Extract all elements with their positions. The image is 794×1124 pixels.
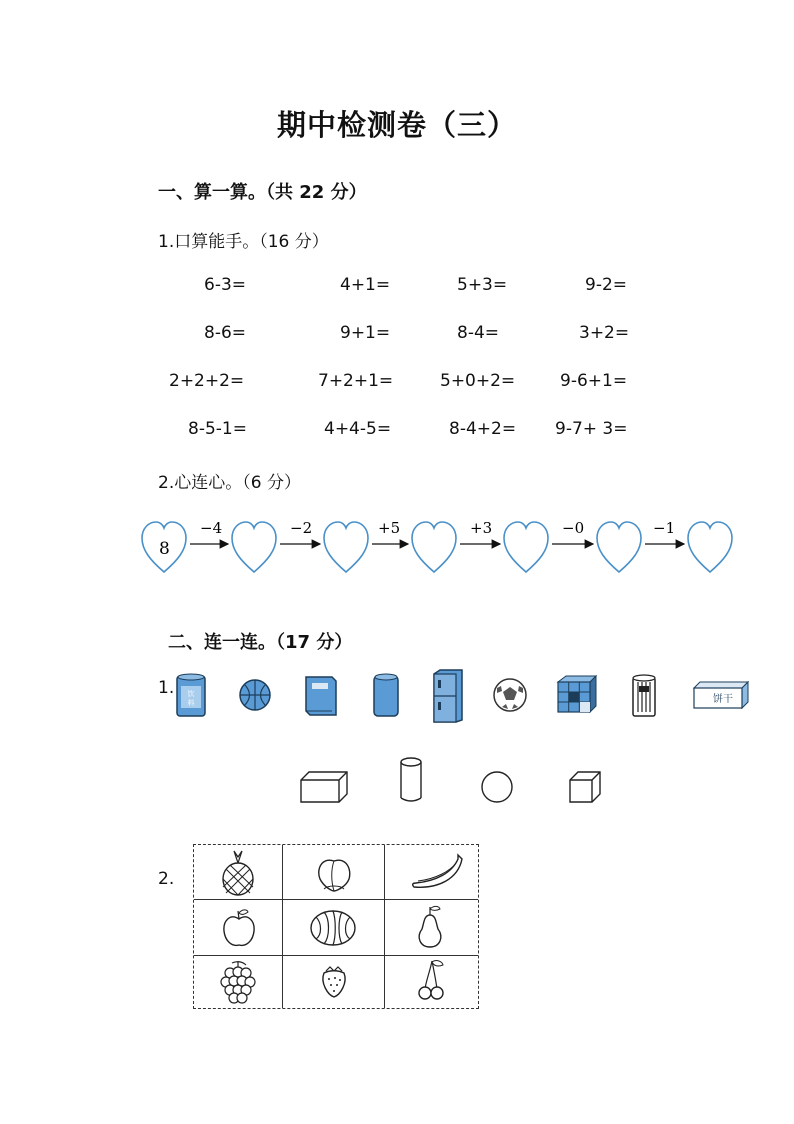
heart-2[interactable] <box>232 522 276 572</box>
problem-2-2: 9+1= <box>340 323 391 343</box>
heart-7[interactable] <box>688 522 732 572</box>
s2-q1-label: 1. <box>158 678 175 698</box>
grapes-icon[interactable] <box>220 959 256 1005</box>
section2-heading: 二、连一连。（17 分） <box>168 632 353 653</box>
problem-1-4: 9-2= <box>585 275 628 295</box>
problem-1-3: 5+3= <box>457 275 508 295</box>
section1-heading: 一、算一算。（共 22 分） <box>158 182 367 203</box>
problem-3-1: 2+2+2= <box>169 371 245 391</box>
q2-label: 2.心连心。（6 分） <box>158 473 301 493</box>
pineapple-icon[interactable] <box>218 849 258 897</box>
problem-4-3: 8-4+2= <box>449 419 517 439</box>
grid-divider <box>384 845 385 1008</box>
strawberry-icon[interactable] <box>320 963 348 999</box>
fruit-grid <box>193 844 479 1009</box>
soccer-ball-icon[interactable] <box>492 677 528 713</box>
peach-icon[interactable] <box>314 851 354 893</box>
s2-q2-label: 2. <box>158 869 175 889</box>
problem-1-1: 6-3= <box>204 275 247 295</box>
op-2: −2 <box>290 519 313 537</box>
op-6: −1 <box>653 519 676 537</box>
grid-divider <box>194 899 478 900</box>
biscuit-label: 饼干 <box>713 694 733 705</box>
grid-divider <box>194 955 478 956</box>
problem-2-3: 8-4= <box>457 323 500 343</box>
cube-icon[interactable] <box>568 770 602 804</box>
op-3: +5 <box>378 519 401 537</box>
problem-1-2: 4+1= <box>340 275 391 295</box>
heart-6[interactable] <box>597 522 641 572</box>
op-4: +3 <box>470 519 493 537</box>
page-title: 期中检测卷（三） <box>276 108 517 142</box>
op-5: −0 <box>562 519 585 537</box>
start-number: 8 <box>159 539 170 559</box>
heart-chain <box>138 510 738 580</box>
book-icon[interactable] <box>302 675 338 717</box>
trash-can-icon[interactable] <box>630 672 658 718</box>
can-label-2: 料 <box>187 699 195 707</box>
op-1: −4 <box>200 519 223 537</box>
refrigerator-icon[interactable] <box>430 668 464 724</box>
heart-5[interactable] <box>504 522 548 572</box>
watermelon-icon[interactable] <box>308 907 358 949</box>
heart-4[interactable] <box>412 522 456 572</box>
problem-3-4: 9-6+1= <box>560 371 628 391</box>
banana-icon[interactable] <box>408 851 466 893</box>
pear-icon[interactable] <box>414 903 446 951</box>
apple-icon[interactable] <box>222 907 256 949</box>
q1-label: 1.口算能手。（16 分） <box>158 232 329 252</box>
biscuit-box-icon[interactable] <box>692 680 750 710</box>
can-icon[interactable] <box>176 672 206 720</box>
problem-3-3: 5+0+2= <box>440 371 516 391</box>
rubiks-cube-icon[interactable] <box>556 674 598 714</box>
problem-4-4: 9-7+ 3= <box>555 419 628 439</box>
problem-4-1: 8-5-1= <box>188 419 247 439</box>
problem-3-2: 7+2+1= <box>318 371 394 391</box>
cylinder-icon[interactable] <box>398 756 424 804</box>
heart-3[interactable] <box>324 522 368 572</box>
basketball-icon[interactable] <box>238 678 272 712</box>
cuboid-icon[interactable] <box>299 770 349 804</box>
problem-4-2: 4+4-5= <box>324 419 392 439</box>
problem-2-1: 8-6= <box>204 323 247 343</box>
grid-divider <box>282 845 283 1008</box>
sphere-icon[interactable] <box>480 770 514 804</box>
problem-2-4: 3+2= <box>579 323 630 343</box>
cherry-icon[interactable] <box>416 959 446 1001</box>
cup-icon[interactable] <box>372 672 400 720</box>
can-label-1: 饮 <box>187 690 195 698</box>
